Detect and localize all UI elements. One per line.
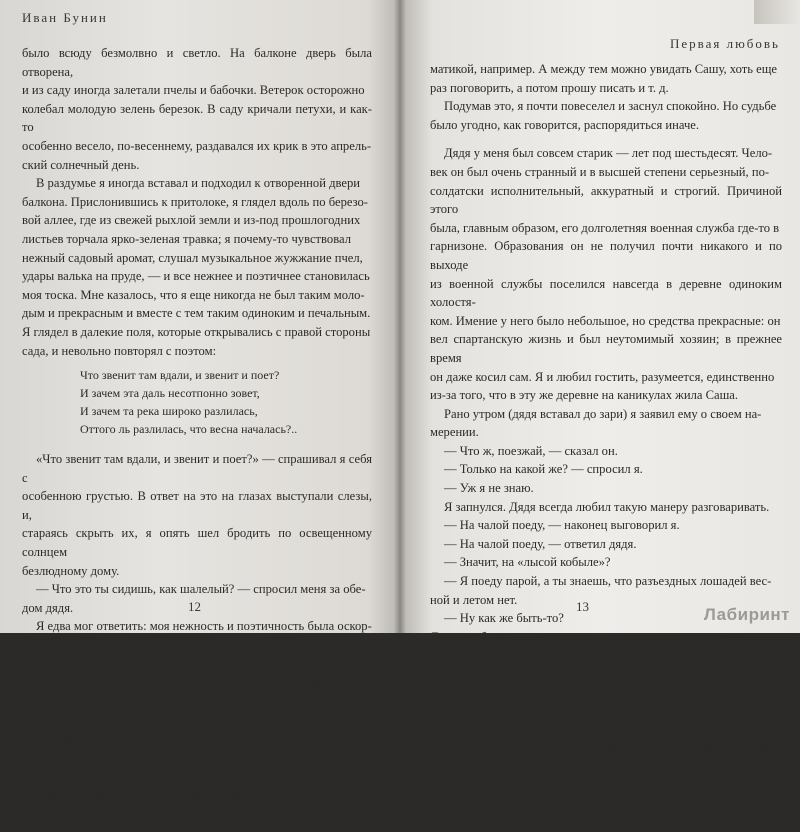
text-line: из-за того, что в эту же деревне на каникулах жила Саша. [430, 388, 739, 403]
text-line: тех пор пока над потемневшими полями не засветилась серебряная [22, 693, 372, 727]
left-page [0, 0, 400, 801]
text-line: на телеге, высоко наваленной соломой. [430, 759, 641, 774]
poem-quote [80, 366, 372, 438]
text-line: «Что звенит там вдали, и звенит и поет?» — спрашивал я себя с [22, 452, 372, 485]
text-line: звездочка — Венера. [22, 731, 134, 745]
text-line: «Ехать с дядей!» — уж одно это огорчило меня. Но делать было [430, 685, 782, 719]
text-line: блена самым грубым образом. [22, 638, 185, 653]
text-line: — Значит, на «лысой кобыле»? [444, 555, 611, 570]
text-line: матикой, например. А между тем можно увидать Сашу, хоть еще [430, 62, 777, 76]
poem-line: Оттого ль разлилась, что весна началась?.. [80, 422, 298, 437]
text-line: ский солнечный день. [22, 157, 140, 172]
text-line: гарнизоне. Образования он не получил почти никакого и по выходе [430, 239, 782, 272]
text-line: было угодно, как говорится, распорядиться иначе. [430, 117, 700, 132]
text-line: дым и прекрасным и вместе с тем таким одиноким и печальным. [22, 306, 371, 321]
text-line: — Что это ты сидишь, как шалелый? — спросил меня за обе- [36, 582, 366, 597]
right-paragraph-block-2 [430, 144, 782, 832]
section-gap [430, 134, 782, 144]
text-line: Возвращаясь, я решился непременно съездить на другой день [36, 749, 368, 764]
right-page-text [430, 60, 782, 832]
text-line: дом дядя. [22, 600, 74, 615]
text-line: и из саду иногда залетали пчелы и бабочки. Ветерок осторожно [22, 83, 365, 98]
text-line: Дядя у меня был совсем старик — лет под шестьдесят. Чело- [444, 146, 773, 161]
text-line: вел спартанскую жизнь и был неутомимый хозяин; в прежнее время [430, 332, 782, 365]
text-line: Не стану подробно описывать наше путешествие, жаркое, зной- [430, 778, 782, 812]
right-paragraph-block [430, 60, 782, 134]
text-line: ной и летом нет. [430, 592, 518, 607]
text-line: мерении. [430, 425, 479, 440]
text-line: К вечеру мне стало еще грустнее. Я ушел в поле, дошел до [36, 656, 353, 671]
poem-line: И зачем та река широко разлилась, [80, 404, 258, 419]
page-corner-shadow [754, 0, 800, 24]
text-line: удары валька на пруде, — и все нежнее и поэтичнее становилась [22, 269, 370, 284]
text-line: была, главным образом, его долголетняя военная служба где-то в [430, 220, 780, 235]
text-line: — Уж я не знаю. [444, 481, 534, 496]
text-line: со мной. [430, 667, 476, 681]
watermark-logo: Лабиринт [703, 605, 790, 624]
text-line: век он был очень странный и в высшей степени серьезный, по- [430, 164, 770, 179]
text-line: ни минуты, и через полчаса мы уже ехали в город, сидя вдвоем [430, 741, 770, 756]
text-line: вой аллее, где из свежей рыхлой земли и из-под прошлогодних [22, 213, 361, 228]
text-line: он даже косил сам. Я и любил гостить, разумеется, единственно [430, 369, 775, 384]
page-number-right: 13 [576, 599, 589, 614]
text-line: Я глядел в далекие поля, которые открывались с правой стороны [22, 324, 371, 339]
right-page [400, 0, 800, 830]
text-line: ное утро, облака густой пыли на большой дороге и несносно [430, 815, 757, 830]
text-line: — На чалой поеду, — наконец выговорил я. [444, 518, 680, 533]
poem-line: Что звенит там вдали, и звенит и поет? [80, 368, 280, 383]
text-line: — Только на какой же? — спросил я. [444, 462, 643, 477]
text-line: Я едва мог ответить: моя нежность и поэтичность была оскор- [36, 619, 372, 634]
text-line: Я запнулся. Дядя всегда любил такую манеру разговаривать. [444, 499, 770, 514]
text-line: нечего. Я поскорее собрался, потому что дядя не стал бы ждать [430, 722, 771, 737]
text-line: было всюду безмолвно и светло. На балконе дверь была отворена, [22, 46, 372, 79]
text-line: Подумав это, я почти повеселел и заснул спокойно. Но судьбе [444, 99, 777, 114]
page-number-left: 12 [188, 599, 201, 614]
text-line: в город. Лева и Петя уже теперь там (они уехали перед вечером), [22, 768, 370, 783]
text-line: — Ну как же быть-то? [444, 611, 564, 626]
text-line: и можно выдумать, что я к ним за книгами — за латинской грам- [22, 786, 371, 801]
text-line: стараясь скрыть их, я опять шел бродить по освещенному солнцем [22, 526, 372, 560]
text-line: балкона. Прислонившись к притолоке, я глядел вдоль по березо- [22, 194, 368, 209]
text-line: — Что ж, поезжай, — сказал он. [444, 443, 618, 458]
text-line: ком. Имение у него было небольшое, но средства прекрасные: он [430, 313, 781, 328]
left-page-text [22, 44, 372, 803]
text-line: В раздумье я иногда вставал и подходил к отворенной двери [36, 176, 361, 191]
text-line: безлюдному дому. [22, 563, 120, 578]
running-head-title: Первая любовь [669, 36, 780, 51]
text-line: леса и лег на опушке. Лежа на своей шинели, я долго мечтал, до [22, 675, 368, 690]
left-paragraph-block-2 [22, 450, 372, 803]
text-line: из военной службы поселился навсегда в деревне одиноким холостя- [430, 276, 782, 310]
text-line: сада, и невольно повторял с поэтом: [22, 343, 217, 358]
text-line: — Ну как же быть-то? — повторил и он. — Значит, надо ехать [444, 648, 779, 663]
text-line: колебал молодую зелень березок. В саду кричали петухи, и как-то [22, 101, 372, 135]
text-line: солдатски исполнительный, аккуратный и строгий. Причиной этого [430, 183, 782, 217]
text-line: Рано утром (дядя вставал до зари) я заявил ему о своем на- [444, 406, 762, 421]
poem-line: И зачем эта даль несотпонно зовет, [80, 386, 260, 401]
text-line: особенною грустью. В ответ на это на глазах выступали слезы, и, [22, 489, 372, 522]
text-line: листьев торчала ярко-зеленая травка; я почему-то чувствовал [22, 231, 351, 246]
text-line: — На чалой поеду, — ответил дядя. [444, 536, 637, 551]
text-line: нежный садовый аромат, слушал музыкальное жужжание пчел, [22, 250, 363, 265]
text-line: Дядя улыбнулся. [430, 629, 520, 644]
running-head-author: Иван Бунин [22, 10, 108, 25]
book-spine-shadow [394, 0, 406, 633]
text-line: — Я поеду парой, а ты знаешь, что разъездных лошадей вес- [444, 574, 772, 589]
text-line: особенно весело, по-весеннему, раздавался их крик в это апрель- [22, 138, 372, 153]
text-line: моя тоска. Мне казалось, что я еще никогда не был таким моло- [22, 287, 365, 302]
text-line: раз поговорить, а потом прошу писать и т. д. [430, 80, 669, 95]
left-paragraph-block [22, 44, 372, 360]
